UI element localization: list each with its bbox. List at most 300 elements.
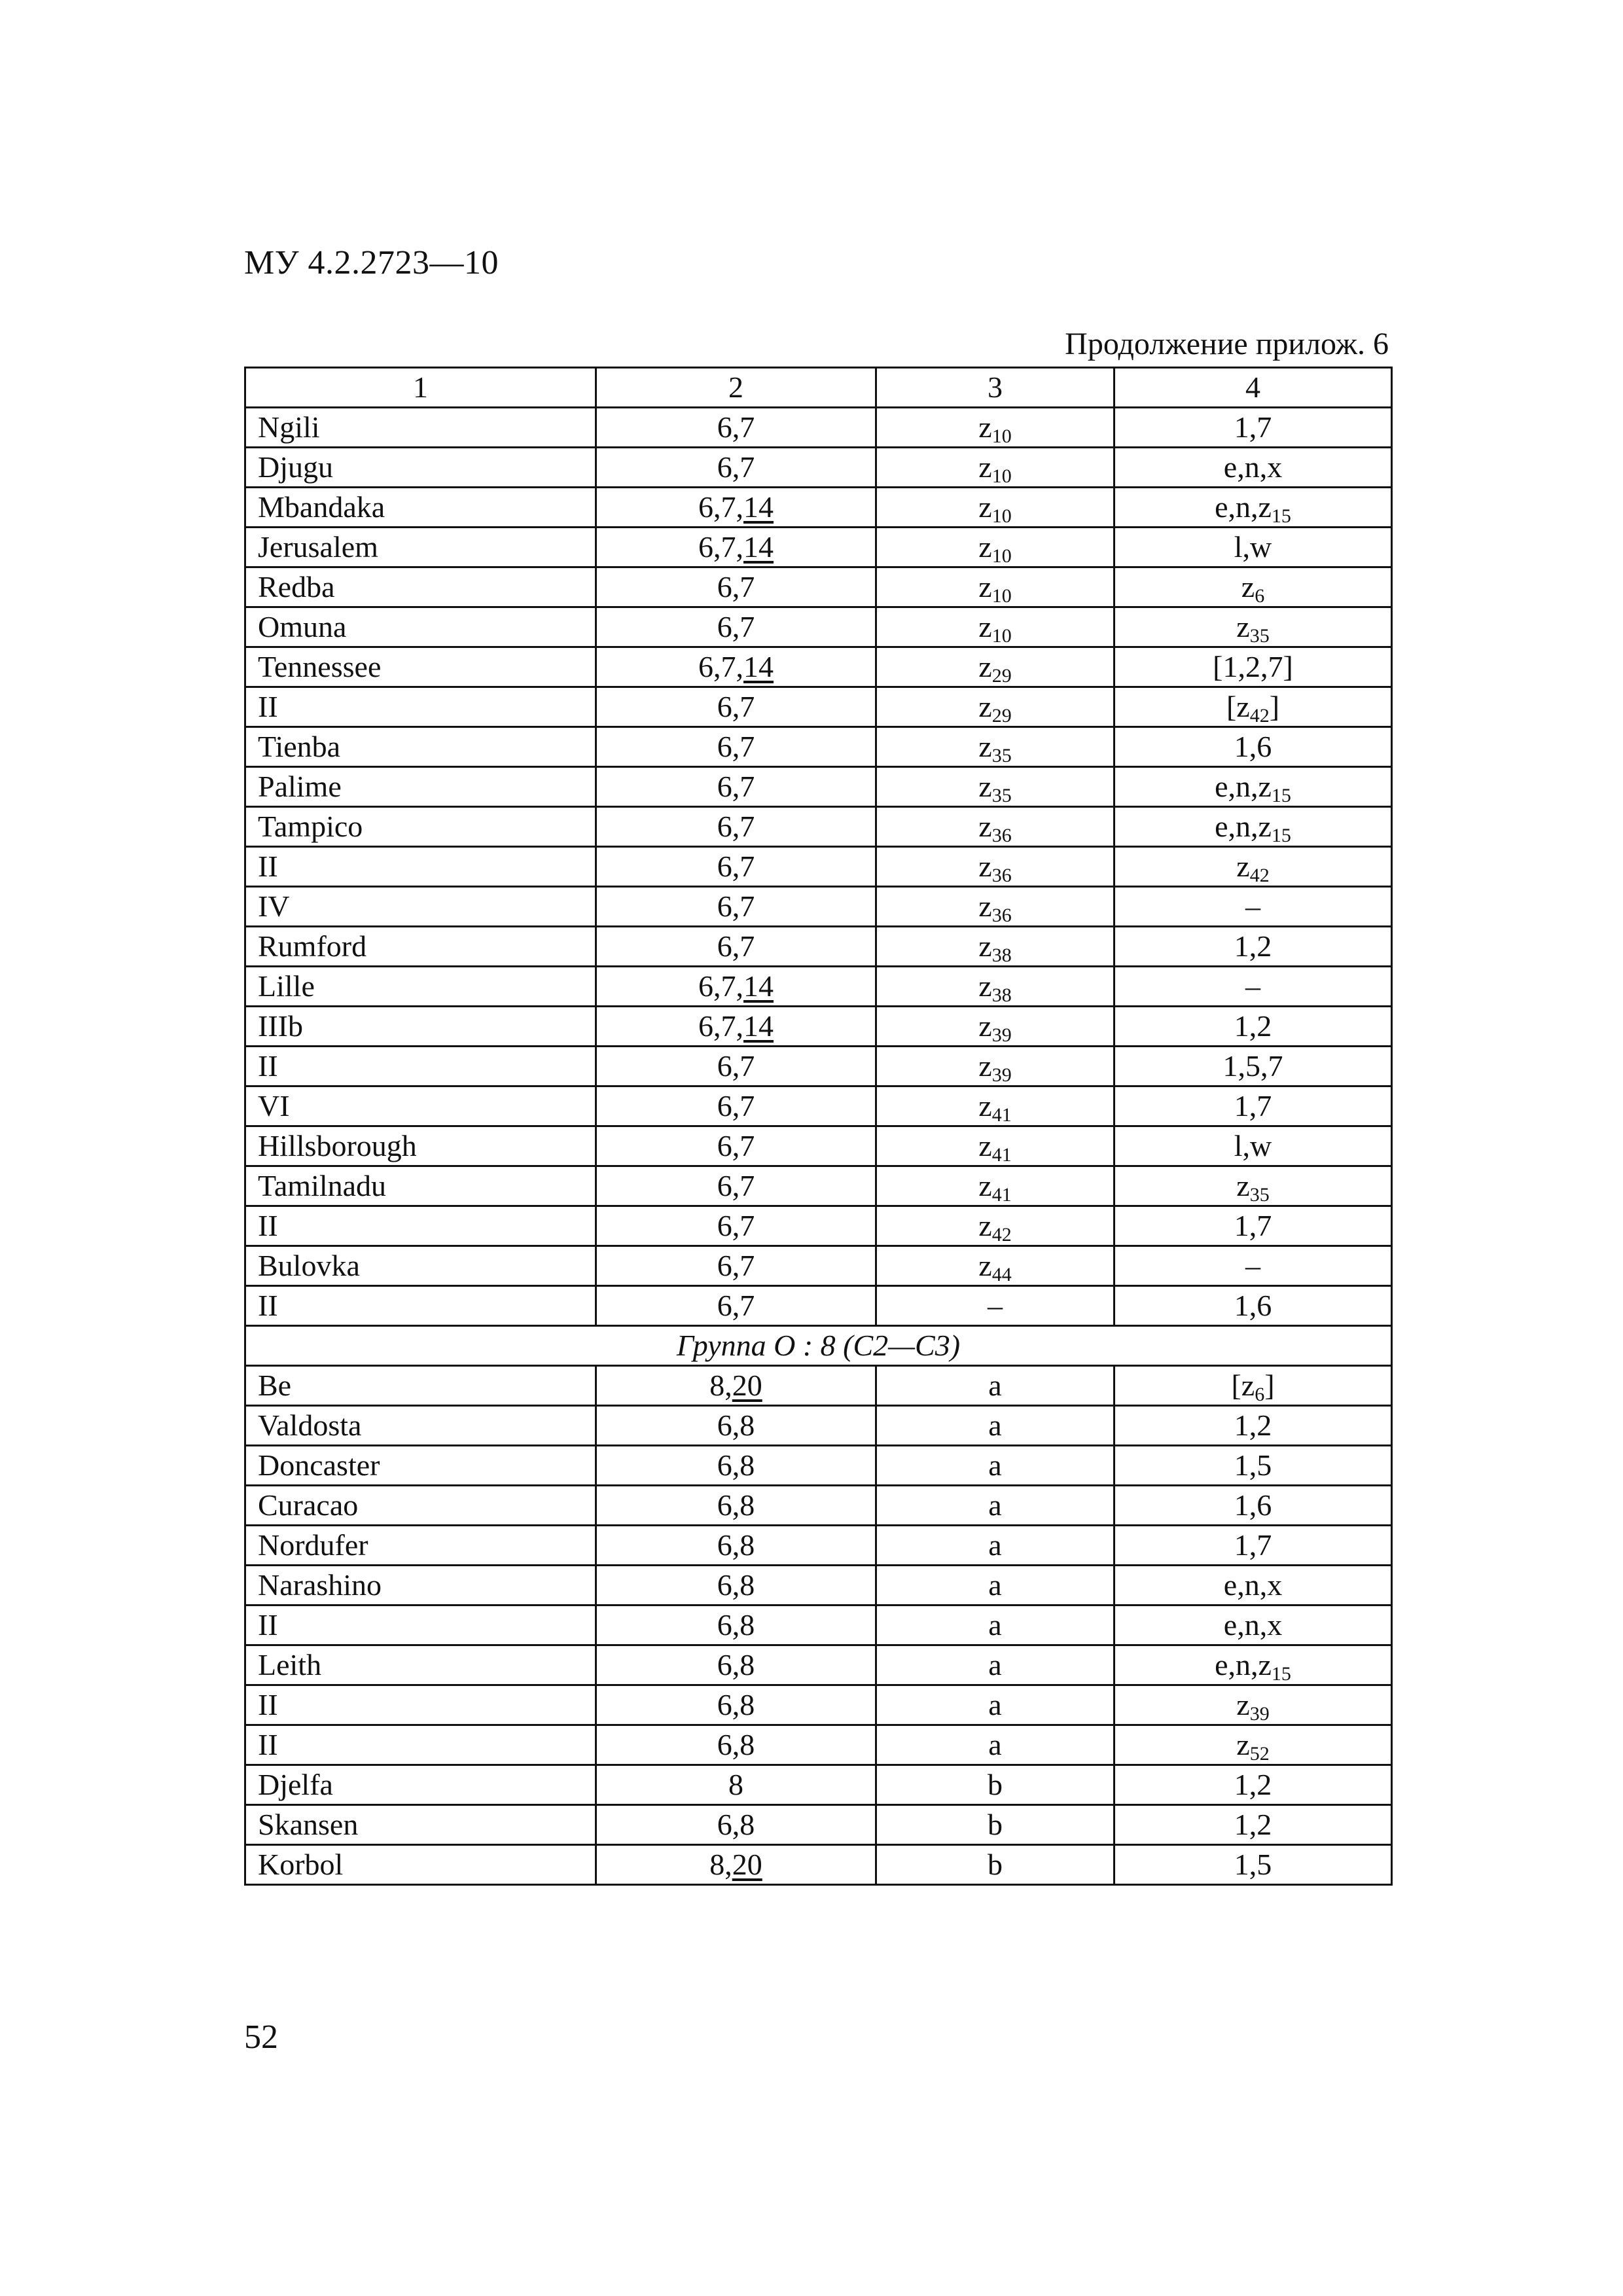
h-antigen-phase2-cell (1115, 1246, 1392, 1286)
h-antigen-phase1-cell (876, 1086, 1115, 1126)
value-text: z (978, 810, 992, 843)
h-antigen-phase1-cell (876, 1366, 1115, 1406)
h-antigen-phase2-cell (1115, 1645, 1392, 1685)
column-header-3: 3 (876, 368, 1115, 408)
subscript: 41 (991, 1184, 1012, 1206)
value-text: 1,2 (1234, 1009, 1272, 1043)
continuation-label: Продолжение прилож. 6 (1065, 327, 1389, 361)
o-antigen-cell (596, 1366, 876, 1406)
table-row (245, 807, 1392, 847)
h-antigen-phase2-cell (1115, 1805, 1392, 1845)
o-antigen-cell (596, 927, 876, 967)
serovar-name-cell: IIIb (245, 1007, 596, 1047)
value-text: z (978, 1169, 992, 1202)
value-text: z (1236, 1688, 1250, 1721)
h-antigen-phase2-cell (1115, 727, 1392, 767)
value-text: l,w (1234, 530, 1272, 564)
value-text: b (988, 1848, 1003, 1881)
serovar-name-cell: Skansen (245, 1805, 596, 1845)
h-antigen-phase2-cell (1115, 647, 1392, 687)
serovar-name-cell: Rumford (245, 927, 596, 967)
o-antigen-cell (596, 1126, 876, 1166)
h-antigen-phase1-cell (876, 488, 1115, 528)
table-row (245, 927, 1392, 967)
value-text: 6,8 (717, 1408, 755, 1442)
value-text: e,n,x (1223, 1608, 1283, 1641)
value-text: 6,8 (717, 1728, 755, 1761)
value-text: z (978, 1009, 992, 1043)
value-text: z (1241, 570, 1255, 603)
subscript: 15 (1271, 1663, 1291, 1685)
h-antigen-phase2-cell (1115, 1446, 1392, 1486)
value-text: z (978, 450, 992, 484)
serovar-name-cell: Tienba (245, 727, 596, 767)
value-text: a (988, 1408, 1002, 1442)
serovar-name-cell: Curacao (245, 1486, 596, 1526)
value-text: z (978, 850, 992, 883)
h-antigen-phase1-cell (876, 528, 1115, 567)
serovar-name-cell: Redba (245, 567, 596, 607)
serovar-name-cell: Ngili (245, 408, 596, 448)
subscript: 39 (991, 1064, 1012, 1086)
h-antigen-phase1-cell (876, 1566, 1115, 1605)
o-antigen-cell (596, 1206, 876, 1246)
value-text: 6,7 (717, 1049, 755, 1083)
value-text: l,w (1234, 1129, 1272, 1162)
subscript: 29 (991, 665, 1012, 687)
table-row (245, 408, 1392, 448)
serovar-name-cell: Hillsborough (245, 1126, 596, 1166)
serovar-name-cell: Djugu (245, 448, 596, 488)
subscript: 52 (1249, 1743, 1270, 1765)
value-text: 6,8 (717, 1488, 755, 1522)
value-text: 1,5,7 (1222, 1049, 1283, 1083)
value-text: e,n,z (1215, 810, 1272, 843)
serovar-name-cell: II (245, 847, 596, 887)
value-text: 6,7, (698, 530, 743, 564)
serovar-name-cell: Be (245, 1366, 596, 1406)
value-text: 6,8 (717, 1688, 755, 1721)
h-antigen-phase1-cell (876, 1047, 1115, 1086)
value-text: a (988, 1369, 1002, 1402)
o-antigen-cell (596, 1566, 876, 1605)
serovar-name-cell: Lille (245, 967, 596, 1007)
underlined-value: 14 (743, 969, 774, 1003)
o-antigen-cell (596, 767, 876, 807)
value-text: – (988, 1289, 1003, 1322)
serovar-name-cell: Jerusalem (245, 528, 596, 567)
subscript: 36 (991, 825, 1012, 846)
subscript: 10 (991, 585, 1012, 607)
value-text: [z (1226, 690, 1250, 723)
h-antigen-phase2-cell (1115, 1126, 1392, 1166)
o-antigen-cell (596, 887, 876, 927)
serovar-name-cell: Doncaster (245, 1446, 596, 1486)
h-antigen-phase1-cell (876, 1286, 1115, 1326)
value-text: 8, (709, 1848, 732, 1881)
serovar-name-cell: II (245, 1047, 596, 1086)
table-row (245, 1685, 1392, 1725)
subscript: 35 (991, 785, 1012, 806)
value-text: – (1245, 1249, 1260, 1282)
h-antigen-phase1-cell (876, 727, 1115, 767)
value-text: 6,7, (698, 490, 743, 524)
o-antigen-cell (596, 1765, 876, 1805)
group-row (245, 1326, 1392, 1366)
table-row (245, 887, 1392, 927)
o-antigen-cell (596, 607, 876, 647)
h-antigen-phase2-cell (1115, 448, 1392, 488)
subscript: 10 (991, 545, 1012, 567)
value-text: z (978, 889, 992, 923)
o-antigen-cell (596, 1526, 876, 1566)
h-antigen-phase2-cell (1115, 1166, 1392, 1206)
column-header-2: 2 (596, 368, 876, 408)
table-row (245, 488, 1392, 528)
o-antigen-cell (596, 807, 876, 847)
subscript: 10 (991, 505, 1012, 527)
h-antigen-phase1-cell (876, 1246, 1115, 1286)
serovar-name-cell: Tampico (245, 807, 596, 847)
value-text: – (1245, 969, 1260, 1003)
value-text: e,n,x (1223, 450, 1283, 484)
table-body (245, 408, 1392, 1885)
value-text: 1,7 (1234, 1209, 1272, 1242)
h-antigen-phase1-cell (876, 448, 1115, 488)
table-row (245, 448, 1392, 488)
value-text: 6,7 (717, 1129, 755, 1162)
value-text: z (978, 570, 992, 603)
value-text: 8 (728, 1768, 743, 1801)
value-text: e,n,z (1215, 770, 1272, 803)
o-antigen-cell (596, 1486, 876, 1526)
subscript: 42 (1249, 865, 1270, 886)
h-antigen-phase2-cell (1115, 1605, 1392, 1645)
table-row (245, 567, 1392, 607)
value-text: z (978, 1209, 992, 1242)
subscript: 29 (991, 705, 1012, 726)
h-antigen-phase1-cell (876, 1526, 1115, 1566)
table-row (245, 1526, 1392, 1566)
o-antigen-cell (596, 1725, 876, 1765)
h-antigen-phase2-cell (1115, 488, 1392, 528)
h-antigen-phase2-cell (1115, 408, 1392, 448)
underlined-value: 14 (743, 490, 774, 524)
table-row (245, 967, 1392, 1007)
o-antigen-cell (596, 1086, 876, 1126)
h-antigen-phase1-cell (876, 1206, 1115, 1246)
o-antigen-cell (596, 1446, 876, 1486)
value-text: 6,7 (717, 850, 755, 883)
subscript: 15 (1271, 825, 1291, 846)
serovar-name-cell: II (245, 1725, 596, 1765)
subscript: 39 (991, 1024, 1012, 1046)
h-antigen-phase2-cell (1115, 607, 1392, 647)
serovar-name-cell: Nordufer (245, 1526, 596, 1566)
group-heading: Группа О : 8 (С2—С3) (245, 1326, 1392, 1366)
value-text: [z (1231, 1369, 1255, 1402)
h-antigen-phase1-cell (876, 807, 1115, 847)
underlined-value: 20 (732, 1848, 762, 1881)
o-antigen-cell (596, 1286, 876, 1326)
subscript: 38 (991, 944, 1012, 966)
value-text: 6,7 (717, 570, 755, 603)
table-row (245, 1366, 1392, 1406)
value-text: 6,7 (717, 410, 755, 444)
h-antigen-phase2-cell (1115, 807, 1392, 847)
o-antigen-cell (596, 1007, 876, 1047)
subscript: 35 (991, 745, 1012, 766)
value-text: z (978, 969, 992, 1003)
value-text: 1,7 (1234, 1528, 1272, 1562)
value-text: 1,5 (1234, 1848, 1272, 1881)
h-antigen-phase1-cell (876, 847, 1115, 887)
subscript: 41 (991, 1104, 1012, 1126)
o-antigen-cell (596, 488, 876, 528)
o-antigen-cell (596, 687, 876, 727)
o-antigen-cell (596, 408, 876, 448)
value-text: 6,7 (717, 929, 755, 963)
value-text: z (978, 770, 992, 803)
o-antigen-cell (596, 1047, 876, 1086)
value-text: 6,8 (717, 1808, 755, 1841)
value-text: 6,7 (717, 1249, 755, 1282)
value-text: – (1245, 889, 1260, 923)
h-antigen-phase1-cell (876, 1805, 1115, 1845)
o-antigen-cell (596, 967, 876, 1007)
subscript: 15 (1271, 505, 1291, 527)
value-text: z (978, 610, 992, 643)
serovar-name-cell: IV (245, 887, 596, 927)
serovar-name-cell: VI (245, 1086, 596, 1126)
serovar-name-cell: Omuna (245, 607, 596, 647)
h-antigen-phase2-cell (1115, 1685, 1392, 1725)
value-text: [1,2,7] (1213, 650, 1293, 683)
h-antigen-phase2-cell (1115, 1007, 1392, 1047)
serovar-name-cell: II (245, 1286, 596, 1326)
value-text: a (988, 1688, 1002, 1721)
table-row (245, 1765, 1392, 1805)
serotype-table (244, 367, 1393, 1886)
table-row (245, 1047, 1392, 1086)
value-text: 6,7 (717, 730, 755, 763)
o-antigen-cell (596, 448, 876, 488)
value-text: 1,7 (1234, 1089, 1272, 1122)
subscript: 39 (1249, 1703, 1270, 1725)
value-text: z (978, 690, 992, 723)
h-antigen-phase2-cell (1115, 1286, 1392, 1326)
h-antigen-phase1-cell (876, 927, 1115, 967)
h-antigen-phase2-cell (1115, 847, 1392, 887)
value-text: z (1236, 850, 1250, 883)
h-antigen-phase2-cell (1115, 967, 1392, 1007)
value-text: ] (1264, 1369, 1275, 1402)
table-row (245, 1605, 1392, 1645)
table-row (245, 687, 1392, 727)
o-antigen-cell (596, 1685, 876, 1725)
h-antigen-phase1-cell (876, 967, 1115, 1007)
table-row (245, 1246, 1392, 1286)
h-antigen-phase2-cell (1115, 567, 1392, 607)
table-header-row (245, 368, 1392, 408)
value-text: 1,5 (1234, 1448, 1272, 1482)
value-text: e,n,z (1215, 1648, 1272, 1681)
table-row (245, 1086, 1392, 1126)
h-antigen-phase2-cell (1115, 1086, 1392, 1126)
column-header-4: 4 (1115, 368, 1392, 408)
value-text: 6,7, (698, 969, 743, 1003)
value-text: z (978, 490, 992, 524)
value-text: z (1236, 610, 1250, 643)
value-text: 1,6 (1234, 1488, 1272, 1522)
value-text: 6,7 (717, 690, 755, 723)
table-row (245, 647, 1392, 687)
value-text: 6,8 (717, 1448, 755, 1482)
table-row (245, 1446, 1392, 1486)
o-antigen-cell (596, 1406, 876, 1446)
value-text: z (978, 730, 992, 763)
value-text: 1,2 (1234, 1808, 1272, 1841)
subscript: 6 (1255, 585, 1265, 607)
value-text: z (978, 1129, 992, 1162)
h-antigen-phase1-cell (876, 567, 1115, 607)
serovar-name-cell: II (245, 1685, 596, 1725)
h-antigen-phase1-cell (876, 1166, 1115, 1206)
column-header-1: 1 (245, 368, 596, 408)
value-text: 1,2 (1234, 1768, 1272, 1801)
value-text: b (988, 1808, 1003, 1841)
value-text: a (988, 1448, 1002, 1482)
table-row (245, 1845, 1392, 1885)
o-antigen-cell (596, 1246, 876, 1286)
h-antigen-phase2-cell (1115, 1566, 1392, 1605)
h-antigen-phase1-cell (876, 1406, 1115, 1446)
value-text: a (988, 1568, 1002, 1602)
h-antigen-phase1-cell (876, 1765, 1115, 1805)
h-antigen-phase2-cell (1115, 1725, 1392, 1765)
serovar-name-cell: Tennessee (245, 647, 596, 687)
value-text: 6,8 (717, 1648, 755, 1681)
value-text: 6,7 (717, 810, 755, 843)
h-antigen-phase1-cell (876, 647, 1115, 687)
serovar-name-cell: Leith (245, 1645, 596, 1685)
h-antigen-phase1-cell (876, 1725, 1115, 1765)
subscript: 35 (1249, 1184, 1270, 1206)
subscript: 6 (1255, 1384, 1265, 1405)
value-text: e,n,z (1215, 490, 1272, 524)
h-antigen-phase2-cell (1115, 1765, 1392, 1805)
h-antigen-phase1-cell (876, 1126, 1115, 1166)
h-antigen-phase2-cell (1115, 1526, 1392, 1566)
underlined-value: 14 (743, 530, 774, 564)
table-row (245, 607, 1392, 647)
h-antigen-phase1-cell (876, 887, 1115, 927)
h-antigen-phase1-cell (876, 408, 1115, 448)
subscript: 10 (991, 625, 1012, 647)
serovar-name-cell: Narashino (245, 1566, 596, 1605)
h-antigen-phase1-cell (876, 1446, 1115, 1486)
value-text: e,n,x (1223, 1568, 1283, 1602)
subscript: 44 (991, 1264, 1012, 1285)
table-row (245, 1566, 1392, 1605)
serovar-name-cell: II (245, 1206, 596, 1246)
value-text: a (988, 1488, 1002, 1522)
h-antigen-phase1-cell (876, 1486, 1115, 1526)
value-text: a (988, 1528, 1002, 1562)
h-antigen-phase1-cell (876, 1685, 1115, 1725)
table-row (245, 1166, 1392, 1206)
h-antigen-phase2-cell (1115, 1406, 1392, 1446)
underlined-value: 14 (743, 650, 774, 683)
value-text: ] (1269, 690, 1280, 723)
subscript: 36 (991, 865, 1012, 886)
h-antigen-phase1-cell (876, 1605, 1115, 1645)
h-antigen-phase2-cell (1115, 687, 1392, 727)
table-row (245, 1805, 1392, 1845)
table-row (245, 528, 1392, 567)
value-text: 6,8 (717, 1528, 755, 1562)
value-text: z (978, 1249, 992, 1282)
serovar-name-cell: Korbol (245, 1845, 596, 1885)
value-text: 6,7 (717, 610, 755, 643)
value-text: a (988, 1608, 1002, 1641)
value-text: 6,7 (717, 1089, 755, 1122)
o-antigen-cell (596, 1166, 876, 1206)
o-antigen-cell (596, 1645, 876, 1685)
subscript: 35 (1249, 625, 1270, 647)
h-antigen-phase1-cell (876, 1845, 1115, 1885)
serovar-name-cell: Valdosta (245, 1406, 596, 1446)
value-text: 6,8 (717, 1568, 755, 1602)
value-text: 1,2 (1234, 929, 1272, 963)
subscript: 38 (991, 984, 1012, 1006)
serovar-name-cell: Djelfa (245, 1765, 596, 1805)
document-code: МУ 4.2.2723—10 (244, 244, 499, 281)
subscript: 42 (991, 1224, 1012, 1246)
serovar-name-cell: Bulovka (245, 1246, 596, 1286)
h-antigen-phase1-cell (876, 687, 1115, 727)
value-text: z (978, 410, 992, 444)
subscript: 42 (1249, 705, 1270, 726)
h-antigen-phase1-cell (876, 607, 1115, 647)
table-row (245, 1286, 1392, 1326)
value-text: 6,7, (698, 1009, 743, 1043)
h-antigen-phase2-cell (1115, 1845, 1392, 1885)
value-text: z (1236, 1169, 1250, 1202)
subscript: 15 (1271, 785, 1291, 806)
subscript: 10 (991, 425, 1012, 447)
serovar-name-cell: Tamilnadu (245, 1166, 596, 1206)
table-row (245, 1007, 1392, 1047)
h-antigen-phase2-cell (1115, 1366, 1392, 1406)
o-antigen-cell (596, 727, 876, 767)
h-antigen-phase2-cell (1115, 528, 1392, 567)
subscript: 41 (991, 1144, 1012, 1166)
table-row (245, 1725, 1392, 1765)
value-text: 6,8 (717, 1608, 755, 1641)
table-row (245, 1126, 1392, 1166)
h-antigen-phase2-cell (1115, 1047, 1392, 1086)
value-text: 8, (709, 1369, 732, 1402)
value-text: 6,7, (698, 650, 743, 683)
underlined-value: 14 (743, 1009, 774, 1043)
value-text: 6,7 (717, 770, 755, 803)
h-antigen-phase2-cell (1115, 927, 1392, 967)
underlined-value: 20 (732, 1369, 762, 1402)
value-text: z (978, 1049, 992, 1083)
h-antigen-phase2-cell (1115, 1206, 1392, 1246)
subscript: 36 (991, 905, 1012, 926)
